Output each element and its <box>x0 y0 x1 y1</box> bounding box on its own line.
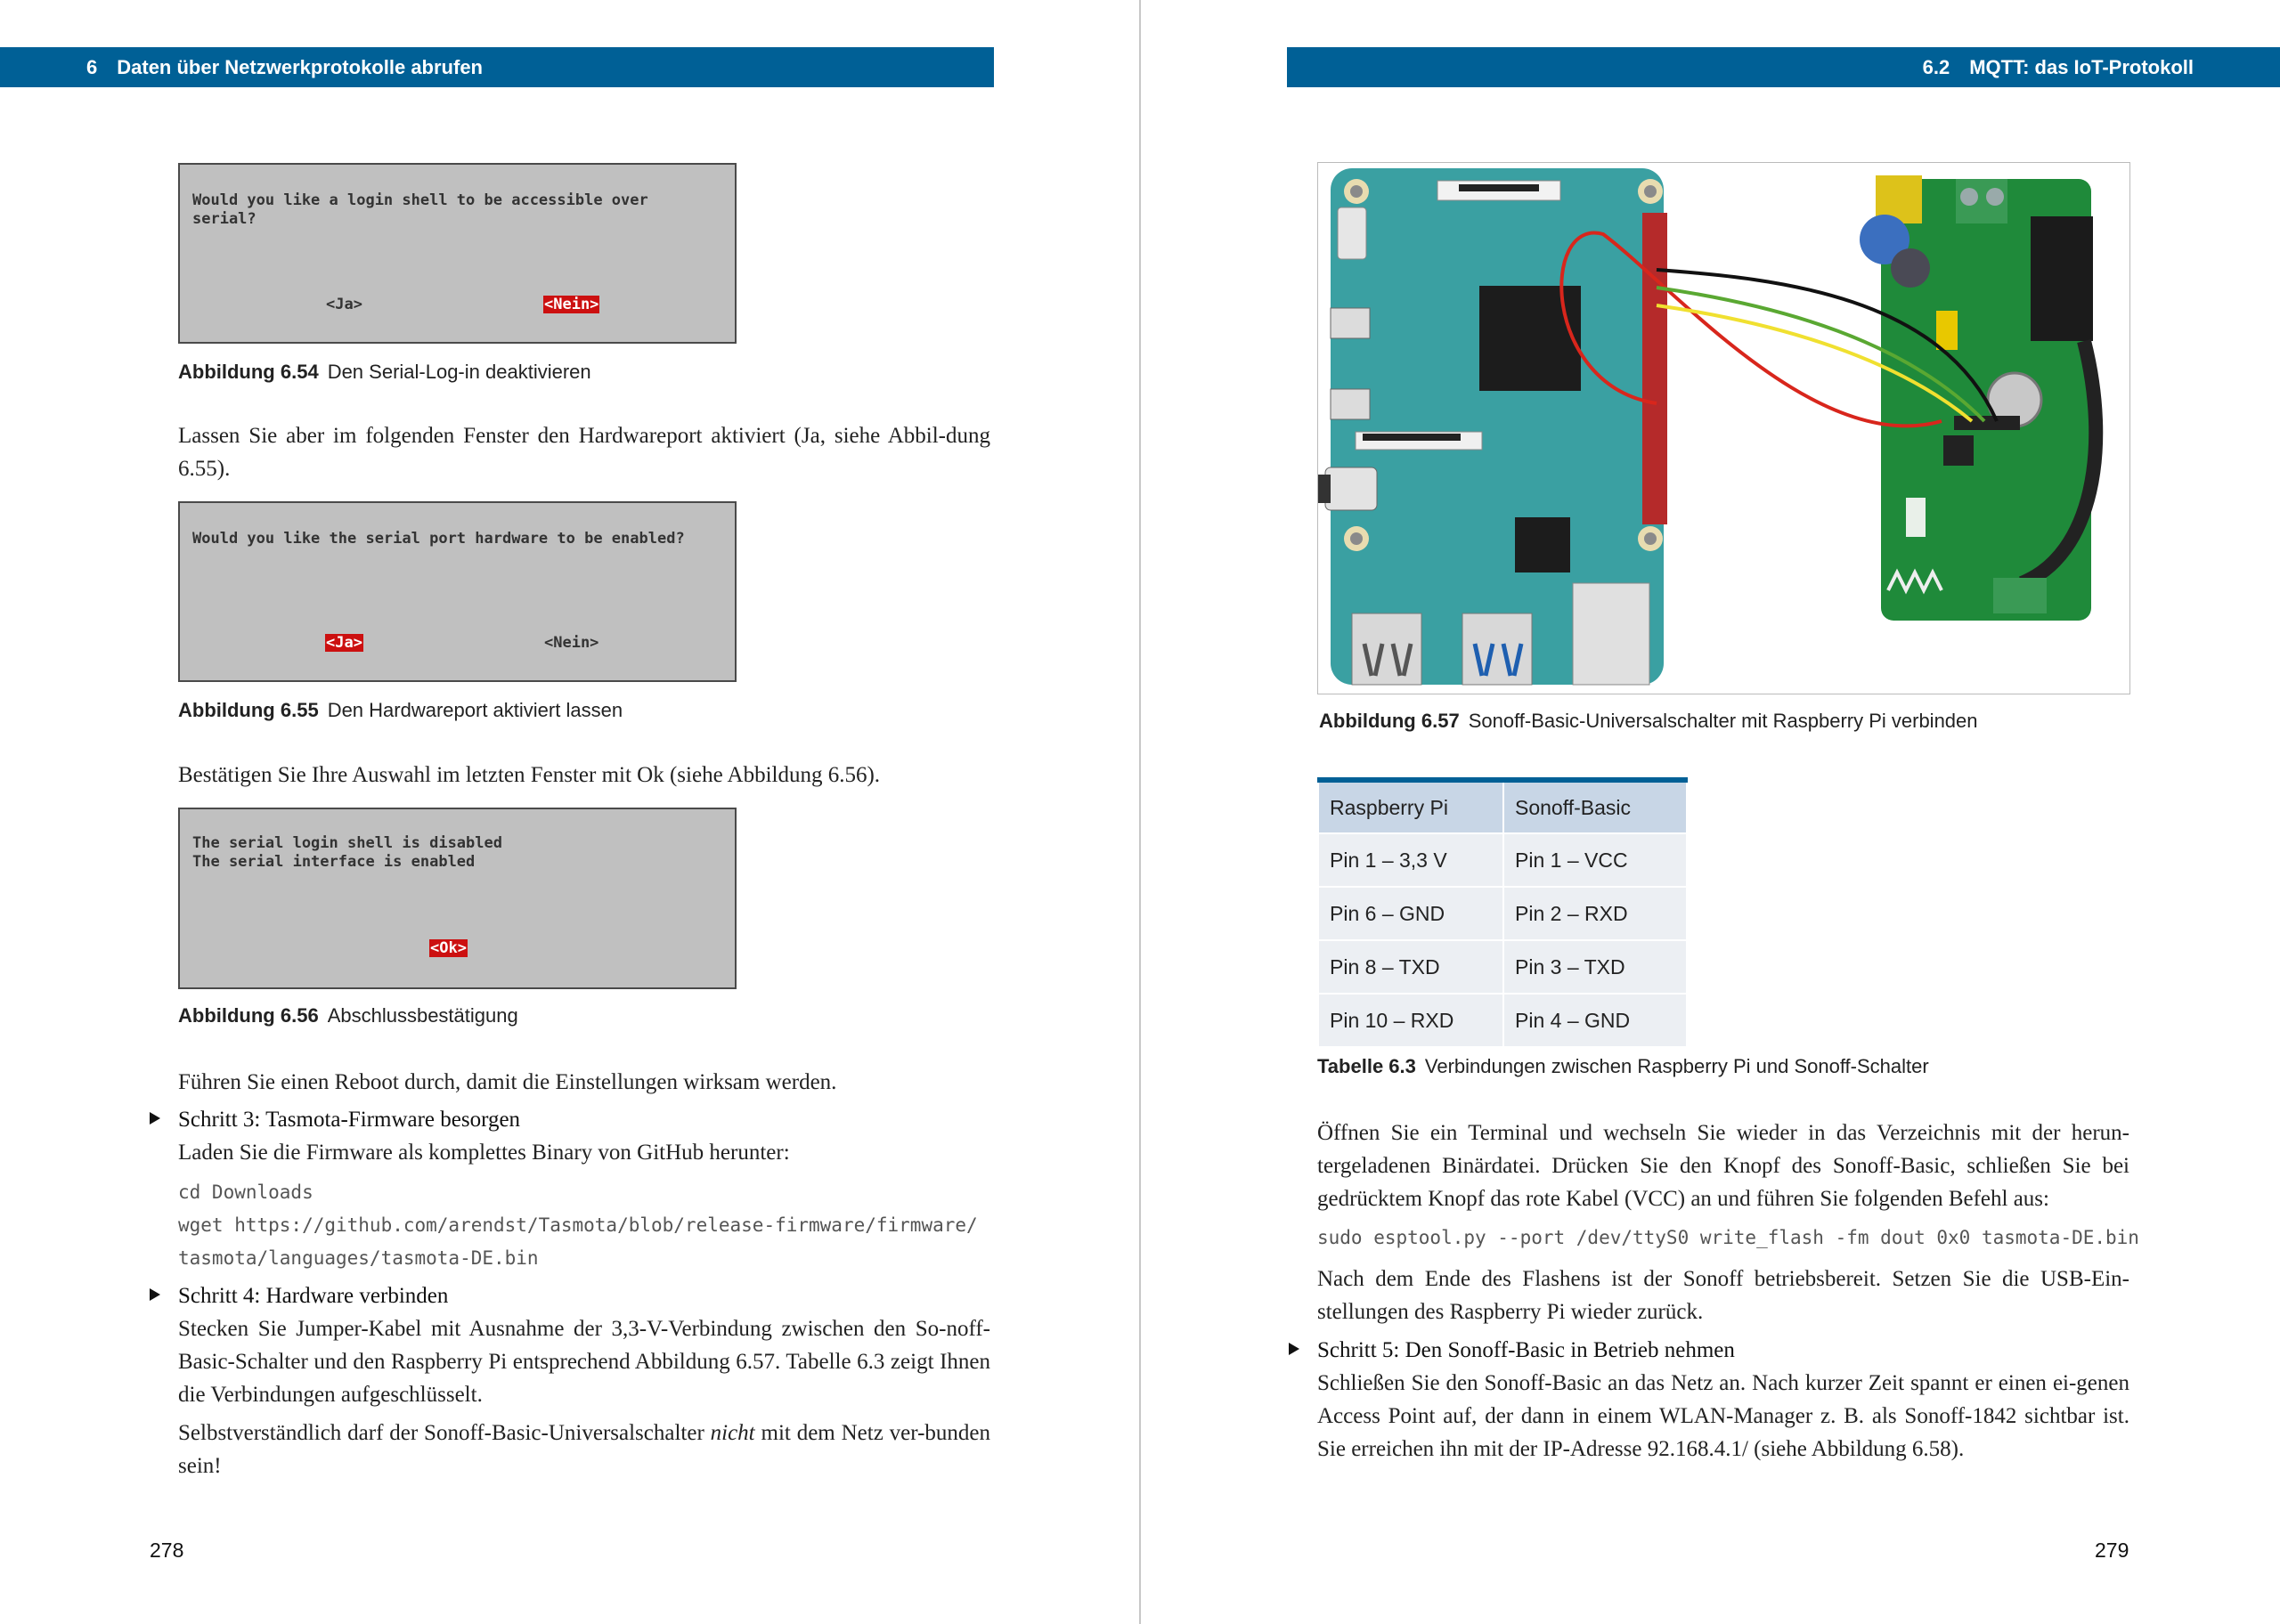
bullet-triangle-icon <box>150 1288 160 1301</box>
table-cell: Pin 4 – GND <box>1504 993 1686 1046</box>
yes-button-selected: <Ja> <box>326 634 362 652</box>
section-number: 6.2 <box>1922 56 1950 78</box>
ok-button-selected: <Ok> <box>430 939 467 957</box>
table-row <box>1319 832 1686 886</box>
raspberry-pi-sonoff-photo <box>1317 162 2130 694</box>
table-row <box>1319 993 1686 1046</box>
step-5-heading: Schritt 5: Den Sonoff-Basic in Betrieb nehmen <box>1317 1334 1735 1367</box>
right-page <box>1141 0 2280 1624</box>
section-header <box>1287 47 2280 87</box>
code-line: sudo esptool.py --port /dev/ttyS0 write_flash -fm dout 0x0 tasmota-DE.bin <box>1317 1227 2139 1248</box>
table-cell: Pin 2 – RXD <box>1504 886 1686 939</box>
paragraph: Schließen Sie den Sonoff-Basic an das Netz an. Nach kurzer Zeit spannt er einen ei-genen Access Point auf, der dann in einem WLAN-Manager z. B. als Sonoff-1842 sichtbar ist. Sie erreichen ihn mit der IP-Adresse 92.168.4.1/ (siehe Abbildung 6.58). <box>1317 1371 2129 1461</box>
column-header: Raspberry Pi <box>1319 783 1502 832</box>
table-row <box>1319 939 1686 993</box>
terminal-dialog-login-shell <box>178 163 737 344</box>
paragraph: Öffnen Sie ein Terminal und wechseln Sie wieder in das Verzeichnis mit der herun-tergeladenen Binärdatei. Drücken Sie den Knopf des Sonoff-Basic, schließen Sie bei gedrücktem Knopf das rote Kabel (VCC) an und führen Sie folgenden Befehl aus: <box>1317 1121 2129 1211</box>
yes-button: <Ja> <box>326 296 362 313</box>
no-button-selected: <Nein> <box>544 296 599 313</box>
connection-table <box>1317 777 1688 1046</box>
terminal-dialog-serial-hardware <box>178 501 737 682</box>
page-number: 278 <box>150 1539 184 1562</box>
bullet-triangle-icon <box>150 1112 160 1125</box>
table-cell: Pin 3 – TXD <box>1504 939 1686 993</box>
chapter-title: Daten über Netzwerkprotokolle abrufen <box>117 56 483 78</box>
paragraph: Laden Sie die Firmware als komplettes Binary von GitHub herunter: <box>178 1141 790 1165</box>
table-cell: Pin 6 – GND <box>1319 886 1502 939</box>
code-line: tasmota/languages/tasmota-DE.bin <box>178 1247 539 1269</box>
paragraph: Führen Sie einen Reboot durch, damit die Einstellungen wirksam werden. <box>178 1070 837 1094</box>
table-cell: Pin 1 – 3,3 V <box>1319 832 1502 886</box>
paragraph: Nach dem Ende des Flashens ist der Sonoff betriebsbereit. Setzen Sie die USB-Ein-stellungen des Raspberry Pi wieder zurück. <box>1317 1267 2129 1324</box>
warning-paragraph: Selbstverständlich darf der Sonoff-Basic-Universalschalter nicht mit dem Netz ver-bunden sein! <box>178 1421 990 1478</box>
figure-caption-6-54: Abbildung 6.54 Den Serial-Log-in deaktivieren <box>178 361 591 383</box>
chapter-header <box>0 47 994 87</box>
table-cell: Pin 10 – RXD <box>1319 993 1502 1046</box>
figure-caption-6-56: Abbildung 6.56 Abschlussbestätigung <box>178 1004 518 1027</box>
dialog-message: The serial login shell is disabled The serial interface is enabled <box>192 834 502 871</box>
terminal-dialog-confirmation <box>178 808 737 989</box>
table-cell: Pin 8 – TXD <box>1319 939 1502 993</box>
bullet-triangle-icon <box>1289 1343 1299 1355</box>
left-page <box>0 0 1139 1624</box>
table-cell: Pin 1 – VCC <box>1504 832 1686 886</box>
dialog-message: Would you like a login shell to be accessible over serial? <box>192 191 648 228</box>
figure-caption-6-57: Abbildung 6.57 Sonoff-Basic-Universalschalter mit Raspberry Pi verbinden <box>1319 710 1978 732</box>
table-caption-6-3: Tabelle 6.3 Verbindungen zwischen Raspberry Pi und Sonoff-Schalter <box>1317 1055 1929 1077</box>
paragraph: Lassen Sie aber im folgenden Fenster den Hardwareport aktiviert (Ja, siehe Abbil-dung 6.55). <box>178 424 990 481</box>
code-line: wget https://github.com/arendst/Tasmota/blob/release-firmware/firmware/ <box>178 1214 978 1236</box>
chapter-number: 6 <box>86 56 98 78</box>
table-header-row <box>1319 783 1686 832</box>
section-title: MQTT: das IoT-Protokoll <box>1969 56 2194 78</box>
dialog-message: Would you like the serial port hardware to be enabled? <box>192 530 685 548</box>
code-line: cd Downloads <box>178 1181 314 1203</box>
no-button: <Nein> <box>544 634 599 652</box>
figure-caption-6-55: Abbildung 6.55 Den Hardwareport aktiviert lassen <box>178 699 623 721</box>
page-number: 279 <box>2095 1539 2129 1562</box>
step-4-heading: Schritt 4: Hardware verbinden <box>178 1279 448 1312</box>
column-header: Sonoff-Basic <box>1504 783 1686 832</box>
paragraph: Bestätigen Sie Ihre Auswahl im letzten Fenster mit Ok (siehe Abbildung 6.56). <box>178 763 881 787</box>
paragraph: Stecken Sie Jumper-Kabel mit Ausnahme der 3,3-V-Verbindung zwischen den So-noff-Basic-Schalter und den Raspberry Pi entsprechend Abbildung 6.57. Tabelle 6.3 zeigt Ihnen die Verbindungen aufgeschlüsselt. <box>178 1317 990 1407</box>
table-row <box>1319 886 1686 939</box>
step-3-heading: Schritt 3: Tasmota-Firmware besorgen <box>178 1103 520 1136</box>
